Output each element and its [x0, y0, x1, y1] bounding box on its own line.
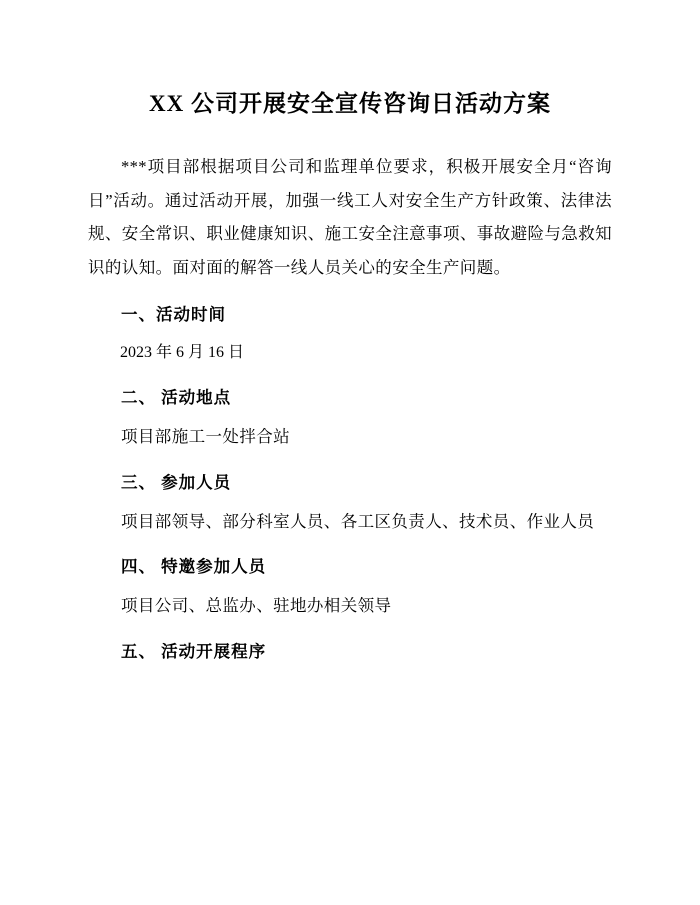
section-heading-5: 五、 活动开展程序 [121, 641, 267, 661]
section-heading-1: 一、活动时间 [121, 305, 226, 325]
section-body-3: 项目部领导、部分科室人员、各工区负责人、技术员、作业人员 [121, 511, 595, 531]
section-heading-3: 三、 参加人员 [121, 472, 232, 492]
intro-paragraph: ***项目部根据项目公司和监理单位要求，积极开展安全月“咨询日”活动。通过活动开展，加强一线工人对安全生产方针政策、法律法规、安全常识、职业健康知识、施工安全注意事项、事故避险与急救知识的认知。面对面的解答一线人员关心的安全生产问题。 [88, 157, 612, 277]
section-body-1: 2023 年 6 月 16 日 [120, 344, 245, 362]
section-heading-4: 四、 特邀参加人员 [121, 557, 267, 577]
section-heading-2: 二、 活动地点 [121, 388, 232, 408]
page-title: XX 公司开展安全宣传咨询日活动方案 [149, 91, 551, 116]
section-body-4: 项目公司、总监办、驻地办相关领导 [121, 596, 392, 616]
section-body-2: 项目部施工一处拌合站 [121, 427, 290, 447]
